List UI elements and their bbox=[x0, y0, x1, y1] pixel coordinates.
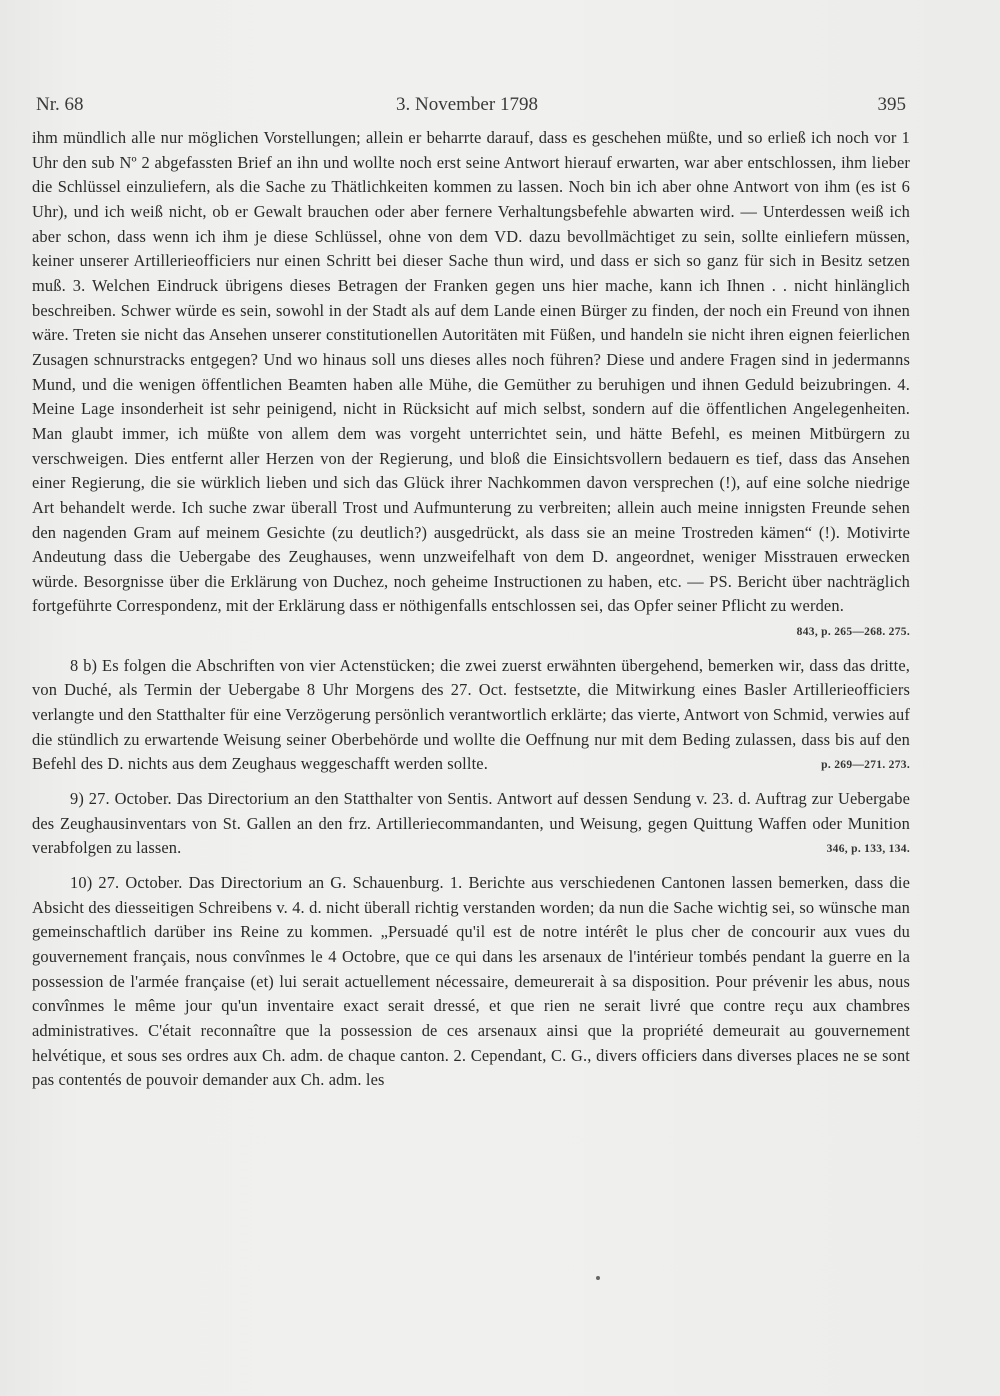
page-header bbox=[36, 94, 906, 118]
paragraph-text: 8 b) Es folgen die Abschriften von vier Actenstücken; die zwei zuerst erwähnten übergehend, bemerken wir, dass das dritte, von Duché, als Termin der Uebergabe 8 Uhr Morgens des 27. Oct. festsetzte, die Mitwirkung eines Basler Artillerieofficiers verlangte und den Statthalter für eine Verzögerung persönlich verantwortlich erklärte; das vierte, Antwort von Schmid, verwies auf die stündlich zu erwartende Weisung seiner Oberbehörde und wollte die Oeffnung nur mit dem Beding zulassen, dass bis auf den Befehl des D. nichts aus dem Zeughaus weggeschafft werden sollte. bbox=[32, 655, 910, 774]
page-body bbox=[32, 126, 910, 1093]
source-reference: 346, p. 133, 134. bbox=[826, 843, 910, 856]
source-reference: 843, p. 265—268. 275. bbox=[796, 626, 910, 639]
paragraph-text: 9) 27. October. Das Directorium an den Statthalter von Sentis. Antwort auf dessen Sendung v. 23. d. Auftrag zur Uebergabe des Zeughausinventars von St. Gallen an den frz. Artilleriecommandanten, und Weisung, gegen Quittung Waffen oder Munition verabfolgen zu lassen. bbox=[32, 789, 910, 858]
paragraph-8b bbox=[32, 654, 910, 778]
speck-mark bbox=[596, 1276, 600, 1280]
paragraph-text: 10) 27. October. Das Directorium an G. Schauenburg. 1. Berichte aus verschiedenen Cantonen lassen bemerken, dass die Absicht des diesseitigen Schreibens v. 4. d. nicht überall richtig verstanden worden; da nun die Sache wichtig sei, so wünsche man gemeinschaftlich darüber ins Reine zu kommen. „Persuadé qu'il est de notre intérêt le plus cher de concourir aux vues du gouvernement français, nous convînmes le 4 Octobre, que ce qui dans les arsenaux de l'intérieur tombés pendant la guerre en la possession de l'armée française (et) lui serait actuellement nécessaire, demeurerait à sa disposition. Pour prévenir les abus, nous convînmes le même jour qu'un inventaire exact serait dressé, et que rien ne serait livré que contre reçu aux chambres administratives. C'était reconnaître que la possession de ces arsenaux ainsi que la propriété demeurait au gouvernement helvétique, et sous ses ordres aux Ch. adm. de chaque canton. 2. Cependant, C. G., divers officiers dans diverses places ne se sont pas contentés de pouvoir demander aux Ch. adm. les bbox=[32, 873, 910, 1090]
paragraph-continuation bbox=[32, 126, 910, 645]
paragraph-10 bbox=[32, 871, 910, 1093]
paragraph-text: ihm mündlich alle nur möglichen Vorstellungen; allein er beharrte darauf, dass es geschehen müßte, und so erließ ich noch vor 1 Uhr den sub Nº 2 abgefassten Brief an ihn und wollte noch erst seine Antwort hierauf erwarten, war aber entschlossen, ihm lieber die Schlüssel einzuliefern, als die Sache zu Thätlichkeiten kommen zu lassen. Noch bin ich aber ohne Antwort von ihm (es ist 6 Uhr), und ich weiß nicht, ob er Gewalt brauchen oder aber fernere Verhaltungsbefehle abwarten wird. — Unterdessen weiß ich aber schon, dass wenn ich ihm je diese Schlüssel, ohne von dem VD. dazu bevollmächtiget zu sein, sollte einliefern müssen, keiner unserer Artillerieofficiers nur einen Schritt bei dieser Sache thun wird, und dass er sich so ganz für sich in Besitz setzen muß. 3. Welchen Eindruck übrigens dieses Betragen der Franken gegen uns hier mache, kann ich Ihnen . . nicht hinlänglich beschreiben. Schwer würde es sein, sowohl in der Stadt als auf dem Lande einen Bürger zu finden, der noch ein Freund von ihnen wäre. Treten sie nicht das Ansehen unserer constitutionellen Autoritäten mit Füßen, und handeln sie nicht ihren eignen feierlichen Zusagen schnurstracks entgegen? Und wo hinaus soll uns dieses alles noch führen? Diese und andere Fragen sind in jedermanns Mund, und die wenigen öffentlichen Beamten haben alle Mühe, die Gemüther zu beruhigen und ihnen Geduld beizubringen. 4. Meine Lage insonderheit ist sehr peinigend, nicht in Rücksicht auf mich selbst, sondern auf die öffentlichen Angelegenheiten. Man glaubt immer, ich müßte von allem dem was vorgeht unterrichtet sein, und hätte Befehl, es meinen Mitbürgern zu verschweigen. Dies entfernt aller Herzen von der Regierung, und bloß die Einsichtsvollern bedauern es tief, dass das Ansehen einer Regierung, die sie würklich lieben und sich das Glück ihrer Nachkommen davon versprechen (!), auf eine solche niedrige Art behandelt werde. Ich suche zwar überall Trost und Aufmunterung zu verbreiten; allein auch meine innigsten Freunde sehen den nagenden Gram auf meinem Gesichte (zu deutlich?) ausgedrückt, als dass sie an meine Trostreden kämen“ (!). Motivirte Andeutung dass die Uebergabe des Zeughauses, wenn unzweifelhaft von dem D. angeordnet, weniger Misstrauen erwecken würde. Besorgnisse über die Erklärung von Duchez, noch geheime Instructionen zu haben, etc. — PS. Bericht über nachträglich fortgeführte Correspondenz, mit der Erklärung dass er nöthigenfalls entschlossen sei, das Opfer seiner Pflicht zu werden. bbox=[32, 128, 910, 616]
document-number: Nr. 68 bbox=[36, 94, 84, 115]
source-reference: p. 269—271. 273. bbox=[821, 759, 910, 772]
paragraph-9 bbox=[32, 787, 910, 862]
page-date: 3. November 1798 bbox=[396, 94, 538, 115]
page-number: 395 bbox=[877, 94, 906, 115]
